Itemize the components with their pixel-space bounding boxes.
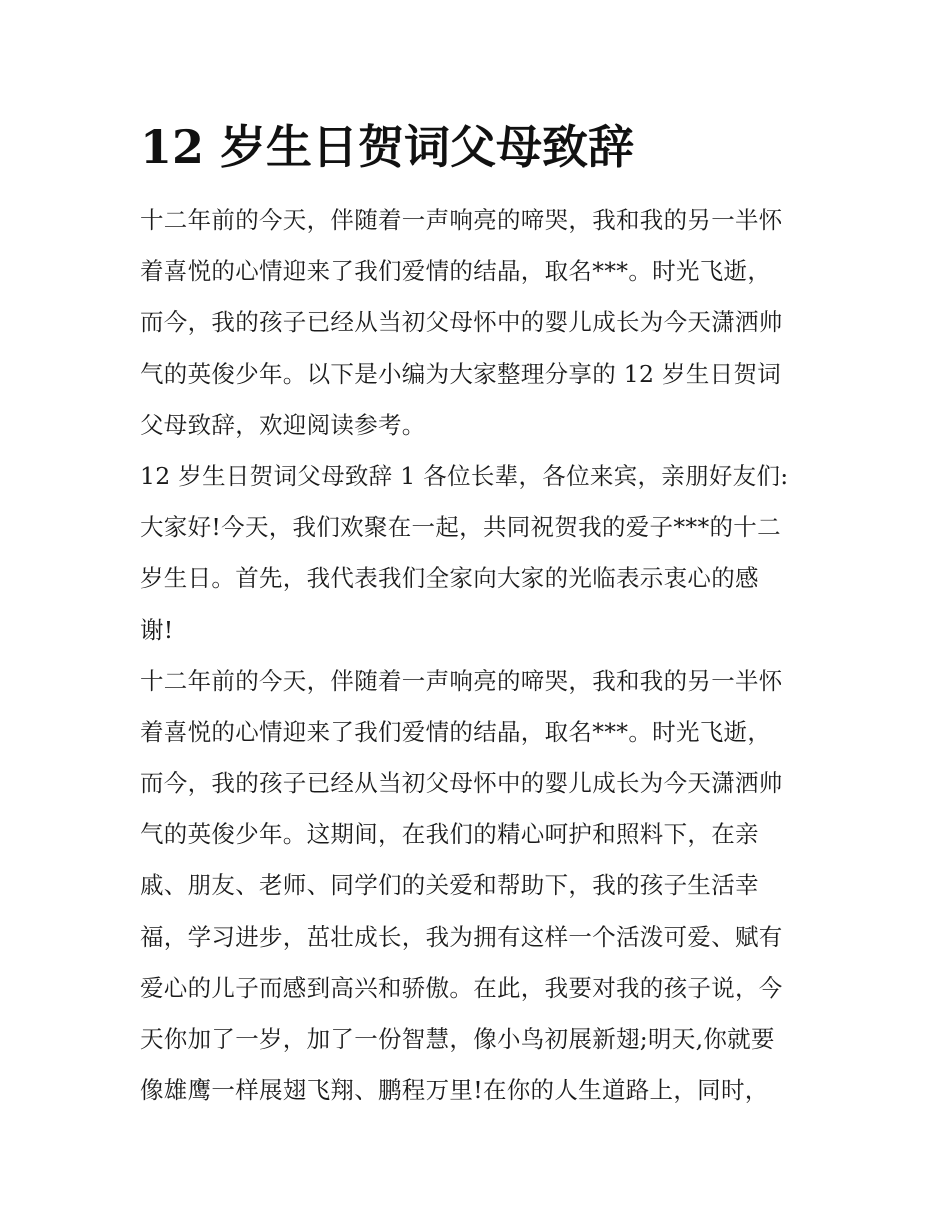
body-line: 而今，我的孩子已经从当初父母怀中的婴儿成长为今天潇洒帅 bbox=[140, 769, 783, 798]
body-line: 爱心的儿子而感到高兴和骄傲。在此，我要对我的孩子说，今 bbox=[140, 973, 783, 1002]
body-line: 戚、朋友、老师、同学们的关爱和帮助下，我的孩子生活幸 bbox=[140, 871, 759, 900]
body-line: 着喜悦的心情迎来了我们爱情的结晶，取名***。时光飞逝， bbox=[140, 257, 772, 286]
body-line: 十二年前的今天，伴随着一声响亮的啼哭，我和我的另一半怀 bbox=[140, 206, 783, 234]
body-line: 而今，我的孩子已经从当初父母怀中的婴儿成长为今天潇洒帅 bbox=[140, 308, 783, 337]
body-line: 十二年前的今天，伴随着一声响亮的啼哭，我和我的另一半怀 bbox=[140, 666, 783, 695]
body-line: 天你加了一岁，加了一份智慧，像小鸟初展新翅;明天,你就要 bbox=[140, 1025, 775, 1053]
body-line: 大家好!今天，我们欢聚在一起，共同祝贺我的爱子***的十二 bbox=[140, 513, 781, 542]
body-line: 福，学习进步，茁壮成长，我为拥有这样一个活泼可爱、赋有 bbox=[140, 922, 783, 951]
document-body bbox=[140, 195, 812, 1116]
body-line: 12 岁生日贺词父母致辞 1 各位长辈，各位来宾，亲朋好友们: bbox=[140, 461, 789, 490]
body-line: 谢! bbox=[140, 615, 174, 644]
body-line: 气的英俊少年。以下是小编为大家整理分享的 12 岁生日贺词 bbox=[140, 359, 782, 388]
body-line: 气的英俊少年。这期间，在我们的精心呵护和照料下，在亲 bbox=[140, 820, 759, 849]
body-line: 岁生日。首先，我代表我们全家向大家的光临表示衷心的感 bbox=[140, 564, 759, 593]
body-line: 着喜悦的心情迎来了我们爱情的结晶，取名***。时光飞逝， bbox=[140, 717, 772, 746]
document-title: 12 岁生日贺词父母致辞 bbox=[140, 120, 635, 174]
body-line: 像雄鹰一样展翅飞翔、鹏程万里!在你的人生道路上，同时， bbox=[140, 1076, 769, 1105]
body-line: 父母致辞，欢迎阅读参考。 bbox=[140, 410, 426, 439]
